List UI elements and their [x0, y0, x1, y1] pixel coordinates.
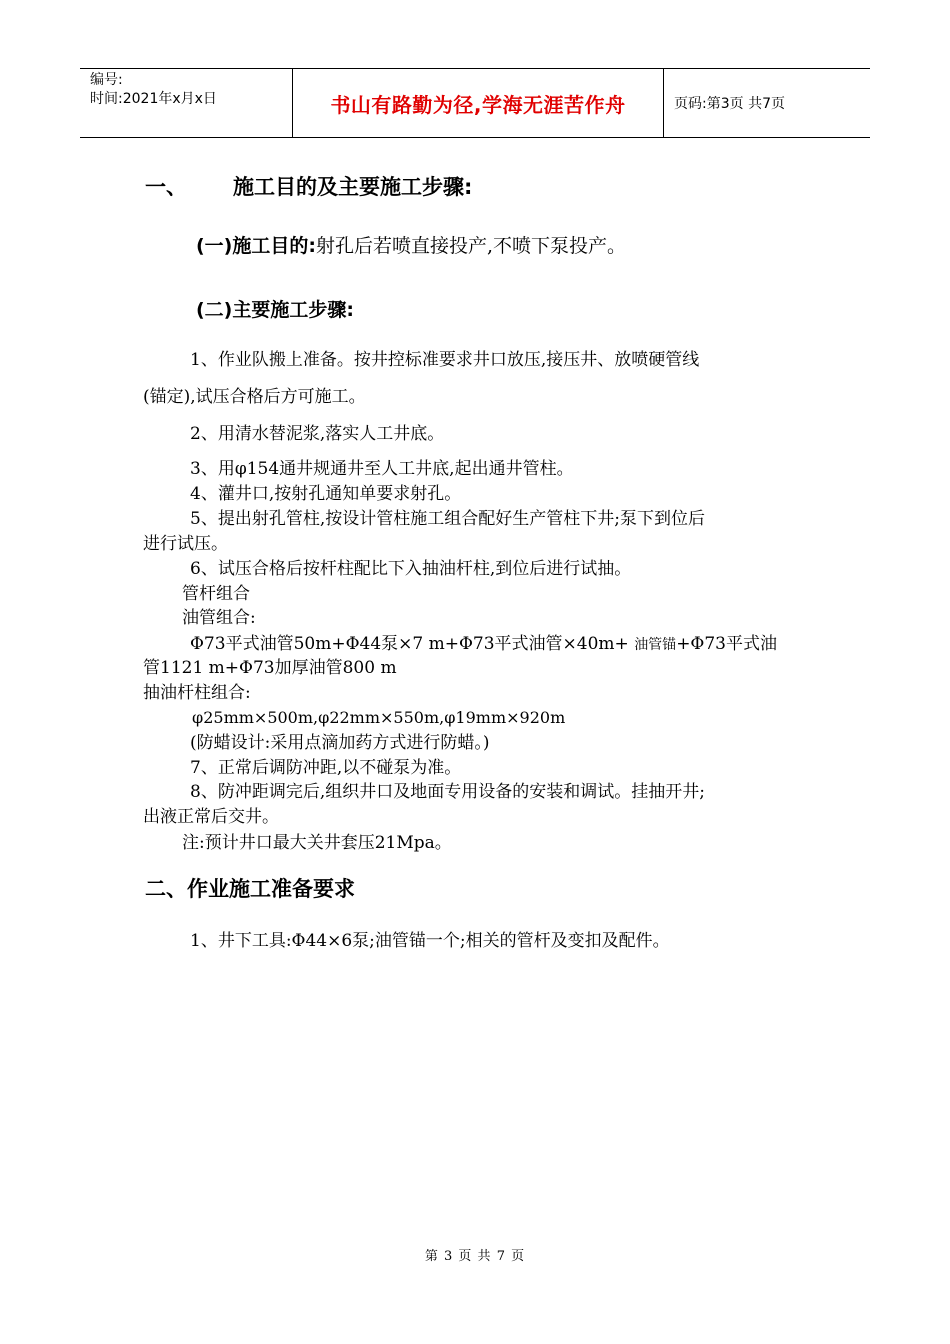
step-8-line-2: 出液正常后交井。: [143, 807, 279, 827]
section2-heading: 二、作业施工准备要求: [145, 877, 355, 901]
step-8-line-1: 8、防冲距调完后,组织井口及地面专用设备的安装和调试。挂抽开井;: [190, 782, 705, 802]
tubing-line-2: 管1121 m+Φ73加厚油管800 m: [143, 658, 397, 678]
section1-heading-text: 施工目的及主要施工步骤:: [233, 175, 473, 199]
step-5-line-2: 进行试压。: [143, 534, 228, 554]
tubing-line-1-part-3: +Φ73平式油: [676, 634, 778, 654]
header-motto: 书山有路勤为径,学海无涯苦作舟: [293, 69, 664, 137]
steps-heading: (二)主要施工步骤:: [196, 299, 354, 321]
document-header: [80, 68, 870, 138]
step-3: 3、用φ154通井规通井至人工井底,起出通井管柱。: [190, 459, 574, 479]
step-4: 4、灌井口,按射孔通知单要求射孔。: [190, 484, 462, 504]
wax-design: (防蜡设计:采用点滴加药方式进行防蜡。): [190, 733, 490, 753]
tubing-line-1-part-1: Φ73平式油管50m+Φ44泵×7 m+Φ73平式油管×40m+: [190, 634, 629, 654]
step-2: 2、用清水替泥浆,落实人工井底。: [190, 424, 445, 444]
header-date: 时间:2021年x月x日: [90, 91, 217, 107]
header-meta: [80, 69, 293, 137]
purpose-text: 射孔后若喷直接投产,不喷下泵投产。: [315, 235, 627, 257]
tubing-label: 油管组合:: [182, 608, 256, 628]
section1-heading-number: 一、: [145, 175, 187, 199]
header-page-info: 页码:第3页 共7页: [674, 96, 785, 112]
section2-item-1: 1、井下工具:Φ44×6泵;油管锚一个;相关的管杆及变扣及配件。: [190, 931, 670, 951]
note: 注:预计井口最大关井套压21Mpa。: [182, 833, 452, 853]
rod-label: 抽油杆柱组合:: [143, 683, 251, 703]
step-1-line-2: (锚定),试压合格后方可施工。: [143, 387, 366, 407]
step-7: 7、正常后调防冲距,以不碰泵为准。: [190, 758, 462, 778]
step-6: 6、试压合格后按杆柱配比下入抽油杆柱,到位后进行试抽。: [190, 559, 632, 579]
step-1-line-1: 1、作业队搬上准备。按井控标准要求井口放压,接压井、放喷硬管线: [190, 350, 700, 370]
rod-values: φ25mm×500m,φ22mm×550m,φ19mm×920m: [192, 708, 566, 727]
tubing-line-1: [190, 632, 777, 657]
purpose-label: (一)施工目的:: [196, 235, 316, 257]
page-footer: 第 3 页 共 7 页: [424, 1249, 526, 1264]
section1-heading: [145, 175, 472, 199]
purpose-line: [196, 234, 626, 259]
combo-label: 管杆组合: [182, 584, 250, 604]
header-number-label: 编号:: [90, 72, 123, 88]
step-5-line-1: 5、提出射孔管柱,按设计管柱施工组合配好生产管柱下井;泵下到位后: [190, 509, 705, 529]
tubing-anchor-text: 油管锚: [634, 637, 677, 653]
